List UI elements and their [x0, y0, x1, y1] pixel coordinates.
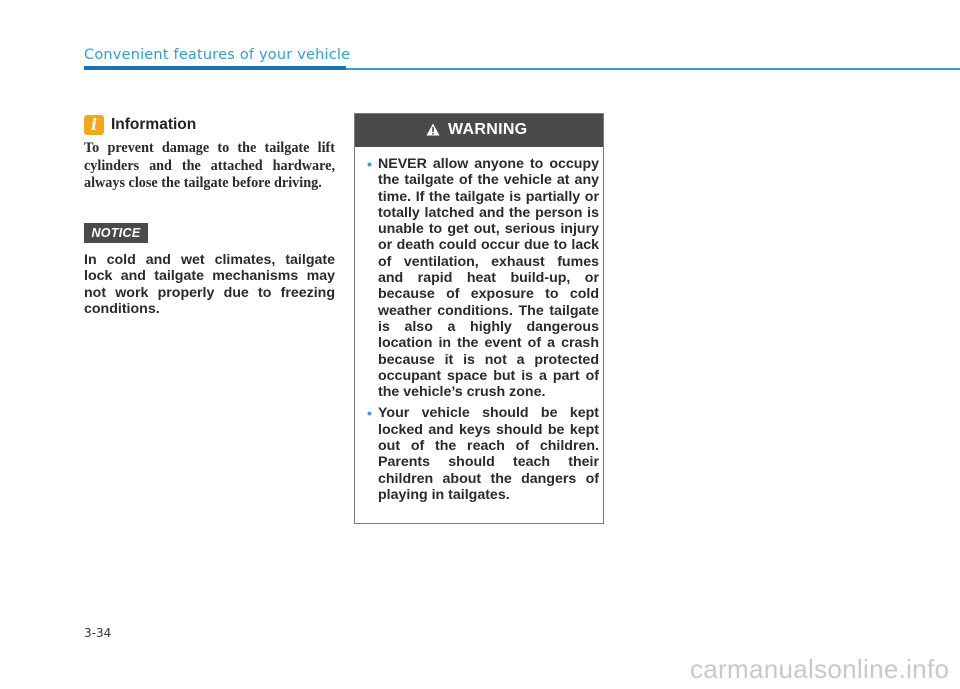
page-number: 3-34 [84, 626, 112, 640]
warning-triangle-icon [426, 123, 440, 136]
bullet-icon: • [367, 405, 372, 422]
warning-box [354, 113, 604, 524]
warning-item [367, 405, 599, 503]
section-title: Convenient features of your vehicle [84, 47, 351, 63]
warning-item-text: Your vehicle should be kept locked and keys should be kept out of the reach of children. Parents should teach their children about the dangers of playing in tailgates. [378, 405, 599, 503]
warning-item [367, 156, 599, 400]
notice-body: In cold and wet climates, tailgate lock and tailgate mechanisms may not work properly due to freezing conditions. [84, 252, 335, 317]
warning-title: WARNING [448, 121, 528, 138]
bullet-icon: • [367, 156, 372, 172]
warning-item-text: NEVER allow anyone to occupy the tailgate of the vehicle at any time. If the tailgate is partially or totally latched and the person is unable to get out, serious injury or death could occur due to lack of ventilation, exhaust fumes and rapid heat build-up, or because of exposure to cold weather conditions. The tailgate is also a highly dangerous location in the event of a crash because it is not a protected occupant space but is a part of the vehicle’s crush zone. [378, 156, 599, 401]
info-icon: i [84, 115, 104, 135]
information-body: To prevent damage to the tailgate lift cylinders and the attached hardware, always close the tailgate before driving. [84, 140, 335, 191]
warning-header [355, 114, 603, 147]
header-rule-thick [84, 66, 346, 70]
header-rule-thin [346, 68, 960, 70]
notice-badge: NOTICE [84, 223, 148, 243]
information-title: Information [111, 116, 197, 133]
warning-list [367, 156, 599, 508]
watermark: carmanualsonline.info [690, 654, 950, 684]
